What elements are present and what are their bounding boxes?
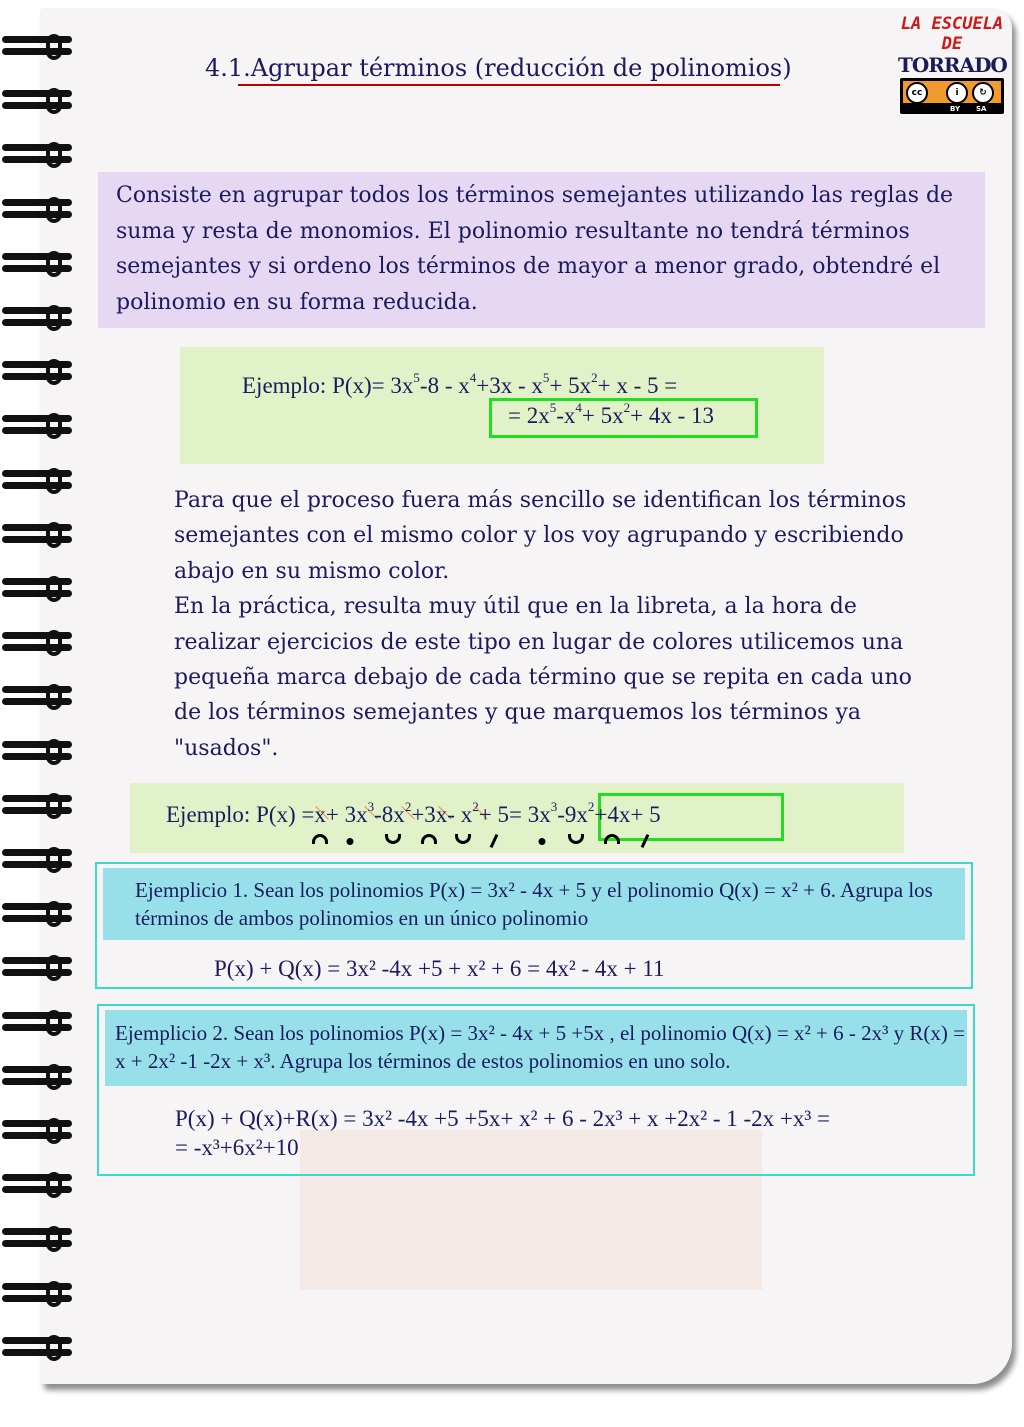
logo-line3: TORRADO	[898, 53, 1007, 77]
by-icon: i	[946, 82, 968, 104]
spiral-ring	[0, 795, 74, 819]
equation-term: +4x	[594, 802, 630, 828]
exercise2-answer-line2: = -x³+6x²+10	[175, 1135, 299, 1160]
cc-icon: cc	[906, 82, 928, 104]
equation-term: x	[314, 802, 326, 828]
equation-term: + 5	[479, 802, 509, 828]
exercise2-box	[97, 1004, 975, 1176]
spiral-ring	[0, 1228, 74, 1252]
equation-term: =	[508, 802, 522, 827]
equation-term: $-8 - x^4$	[419, 370, 477, 398]
example1-line2	[508, 400, 715, 429]
spiral-ring	[0, 741, 74, 765]
spiral-ring	[0, 849, 74, 873]
logo-line2: DE	[941, 34, 963, 54]
cup-mark-icon	[385, 834, 401, 844]
spiral-ring	[0, 307, 74, 331]
equation-term: + 5	[630, 802, 660, 828]
cup-mark-icon	[568, 834, 584, 844]
spiral-ring	[0, 199, 74, 223]
spiral-ring	[0, 144, 74, 168]
spiral-ring	[0, 361, 74, 385]
definition-text: Consiste en agrupar todos los términos semejantes utilizando las reglas de suma y resta de monomios. El polinomio resultante no tendrá términos semejantes y si ordeno los términos de mayor a menor grado, obtendré el polinomio en su forma reducida.	[116, 183, 954, 315]
exercise2-statement: Ejemplicio 2. Sean los polinomios P(x) = 3x² - 4x + 5 +5x , el polinomio Q(x) = x² + 6 - 2x³ y R(x) = x + 2x² -1 -2x + x³. Agrupa los términos de estos polinomios en uno solo.	[105, 1010, 967, 1086]
equation-term: $-8x^2$	[374, 802, 411, 828]
spiral-ring	[0, 1283, 74, 1307]
equation-term: + 4x - 13	[630, 403, 715, 428]
arc-mark-icon	[604, 834, 620, 844]
example2-box	[130, 783, 904, 853]
equation-term: +3x	[411, 802, 447, 828]
equation-term: + $3x^3$	[326, 802, 374, 828]
spiral-ring	[0, 1066, 74, 1090]
dot-mark-icon	[347, 838, 354, 845]
exponent: 3	[367, 799, 375, 814]
slash-mark-icon	[641, 834, 650, 848]
spiral-ring	[0, 1337, 74, 1361]
example2-equation	[166, 799, 661, 828]
exponent: 2	[404, 799, 412, 814]
definition-box	[98, 172, 985, 328]
spiral-ring	[0, 632, 74, 656]
equation-term: + $5x^2$	[581, 400, 631, 428]
arc-mark-icon	[421, 834, 437, 844]
page-title: 4.1.Agrupar términos (reducción de polinomios)	[205, 54, 792, 82]
exponent: 2	[591, 370, 598, 385]
exponent: 4	[575, 400, 582, 415]
exponent: 5	[549, 400, 557, 415]
sa-label: SA	[976, 105, 987, 113]
spiral-ring	[0, 253, 74, 277]
exponent: 2	[623, 400, 631, 415]
spiral-ring	[0, 36, 74, 60]
explanation-paragraph: En la práctica, resulta muy útil que en la libreta, a la hora de realizar ejercicios de este tipo en lugar de colores utilicemos una pequeña marca debajo de cada término que se repita en cada uno de los términos semejantes y que marquemos los términos ya "usados".	[174, 594, 912, 761]
logo	[898, 14, 1006, 114]
cc-license-badge	[900, 78, 1004, 114]
exponent: 2	[587, 799, 595, 814]
equation-term: $3x^3$	[528, 802, 558, 828]
sa-icon: ↻	[972, 82, 994, 104]
equation-term: + x - 5 =	[597, 373, 678, 398]
exponent: 5	[413, 370, 420, 385]
spiral-ring	[0, 686, 74, 710]
by-label: BY	[950, 105, 961, 113]
example1-line1	[242, 370, 678, 399]
cup-mark-icon	[455, 834, 471, 844]
equation-term: + $5x^2$	[549, 370, 598, 398]
spiral-ring	[0, 90, 74, 114]
explanation-paragraph: Para que el proceso fuera más sencillo se identifican los términos semejantes con el mismo color y los voy agrupando y escribiendo abajo en su mismo color.	[174, 488, 907, 584]
exponent: 3	[550, 799, 558, 814]
spiral-ring	[0, 415, 74, 439]
slash-mark-icon	[490, 834, 499, 848]
dot-mark-icon	[539, 838, 546, 845]
example2-label: Ejemplo: P(x) =	[166, 802, 315, 827]
exercise2-answer-line1: P(x) + Q(x)+R(x) = 3x² -4x +5 +5x+ x² + 6 - 2x³ + x +2x² - 1 -2x +x³ =	[175, 1106, 830, 1131]
title-underline	[238, 84, 780, 86]
exercise1-answer: P(x) + Q(x) = 3x² -4x +5 + x² + 6 = 4x² - 4x + 11	[214, 956, 665, 981]
spiral-ring	[0, 524, 74, 548]
exponent: 2	[472, 799, 479, 814]
exercise1-box	[95, 862, 973, 989]
exercise1-statement: Ejemplicio 1. Sean los polinomios P(x) = 3x² - 4x + 5 y el polinomio Q(x) = x² + 6. Agrupa los términos de ambos polinomios en un único polinomio	[103, 868, 965, 940]
equation-term: = $2x^5$	[508, 400, 557, 428]
equation-term: $-9x^2$	[557, 802, 594, 828]
explanation	[174, 483, 934, 766]
equation-term: - $x^2$	[447, 802, 478, 828]
spiral-ring	[0, 1012, 74, 1036]
logo-line1: LA ESCUELA	[900, 14, 1004, 34]
equation-term: $-x^4$	[556, 400, 582, 428]
spiral-ring	[0, 578, 74, 602]
spiral-ring	[0, 903, 74, 927]
exponent: 4	[469, 370, 477, 385]
equation-term: $+3x - x^5$	[476, 370, 550, 398]
equation-term: Ejemplo: $P(x)= 3x^5$	[242, 370, 420, 398]
arc-mark-icon	[312, 834, 328, 844]
spiral-ring	[0, 957, 74, 981]
spiral-ring	[0, 470, 74, 494]
example1-box	[180, 347, 824, 464]
spiral-ring	[0, 1120, 74, 1144]
exponent: 5	[542, 370, 550, 385]
spiral-ring	[0, 1174, 74, 1198]
